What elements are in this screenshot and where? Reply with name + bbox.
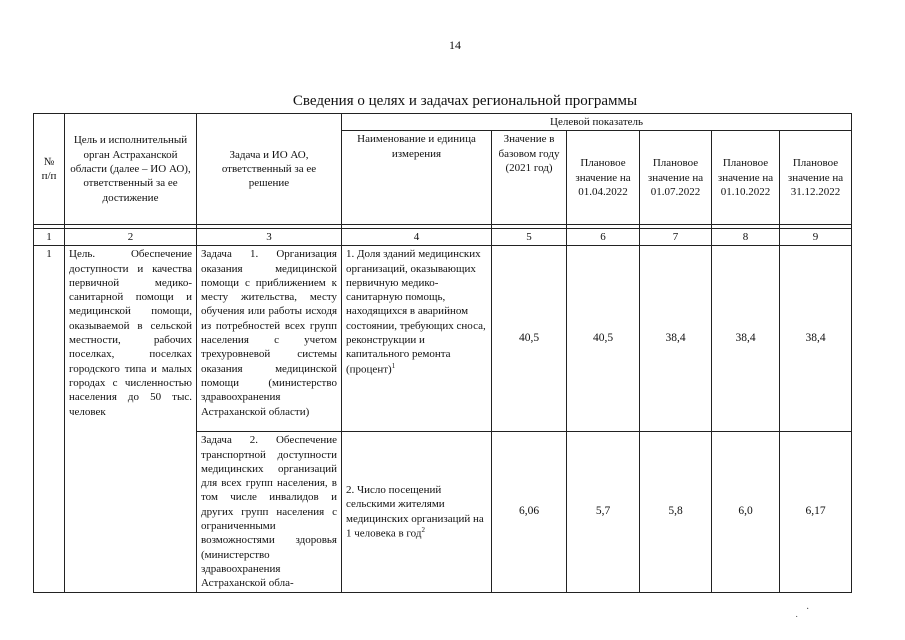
footnote-mark: 1 [391, 361, 396, 370]
indicator-text: 2. Число посещений сельскими жителями медицинских организаций на 1 человека в год [346, 484, 484, 540]
table-row [34, 246, 852, 432]
plan-q2-value: 38,4 [640, 246, 712, 432]
plan-q1-value: 5,7 [567, 432, 640, 592]
row-num: 1 [34, 246, 65, 592]
column-number: 4 [342, 229, 492, 246]
plan-q1-value: 40,5 [567, 246, 640, 432]
header-num: № п/п [34, 114, 65, 225]
column-number: 7 [640, 229, 712, 246]
indicator-cell [342, 432, 492, 592]
column-number: 9 [780, 229, 852, 246]
column-number-row [34, 229, 852, 246]
header-plan-q4: Плановое значение на 31.12.2022 [780, 131, 852, 225]
task-cell: Задача 1. Организация оказания медицинской помощи с приближением к месту жительства, месту обучения или работы исходя из потребностей всех групп населения с учетом трехуровневой системы оказания медицинской помощи (министерство здравоохранения Астраханской области) [197, 246, 342, 432]
header-indicator-name: Наименование и единица измерения [342, 131, 492, 225]
header-goal: Цель и исполнительный орган Астраханской области (далее – ИО АО), ответственный за ее достижение [65, 114, 197, 225]
footnote-mark: 2 [421, 525, 425, 534]
column-number: 5 [492, 229, 567, 246]
header-plan-q2: Плановое значение на 01.07.2022 [640, 131, 712, 225]
base-value: 6,06 [492, 432, 567, 592]
plan-q3-value: 38,4 [712, 246, 780, 432]
page-number: 14 [449, 38, 461, 52]
plan-q3-value: 6,0 [712, 432, 780, 592]
scan-speck: ˙ [795, 615, 799, 626]
indicator-text: 1. Доля зданий медицинских организаций, оказывающих первичную медико-санитарную помощь, находящихся в аварийном состоянии, требующих сноса, реконструкции и капитального ремонта (процент) [346, 248, 486, 376]
header-task: Задача и ИО АО, ответственный за ее решение [197, 114, 342, 225]
plan-q2-value: 5,8 [640, 432, 712, 592]
header-base-value: Значение в базовом году (2021 год) [492, 131, 567, 225]
header-plan-q3: Плановое значение на 01.10.2022 [712, 131, 780, 225]
document-title: Сведения о целях и задачах региональной программы [292, 93, 638, 109]
column-number: 2 [65, 229, 197, 246]
header-target-indicator: Целевой показатель [342, 114, 852, 131]
base-value: 40,5 [492, 246, 567, 432]
column-number: 1 [34, 229, 65, 246]
column-number: 6 [567, 229, 640, 246]
scan-speck: · [806, 604, 810, 615]
indicator-cell [342, 246, 492, 432]
task-cell: Задача 2. Обеспечение транспортной доступности медицинских организаций для всех групп населения, в том числе инвалидов и других групп населения с ограниченными возможностями здоровья (министерство здравоохранения Астраханской обла- [197, 432, 342, 592]
column-number: 8 [712, 229, 780, 246]
header-plan-q1: Плановое значение на 01.04.2022 [567, 131, 640, 225]
plan-q4-value: 38,4 [780, 246, 852, 432]
column-number: 3 [197, 229, 342, 246]
plan-q4-value: 6,17 [780, 432, 852, 592]
goal-cell: Цель. Обеспечение доступности и качества первичной медико-санитарной помощи и медицинской помощи, оказываемой в сельской местности, рабочих поселках, поселках городского типа и малых городах с численностью населения до 50 тыс. человек [65, 246, 197, 592]
goals-table [33, 113, 852, 593]
